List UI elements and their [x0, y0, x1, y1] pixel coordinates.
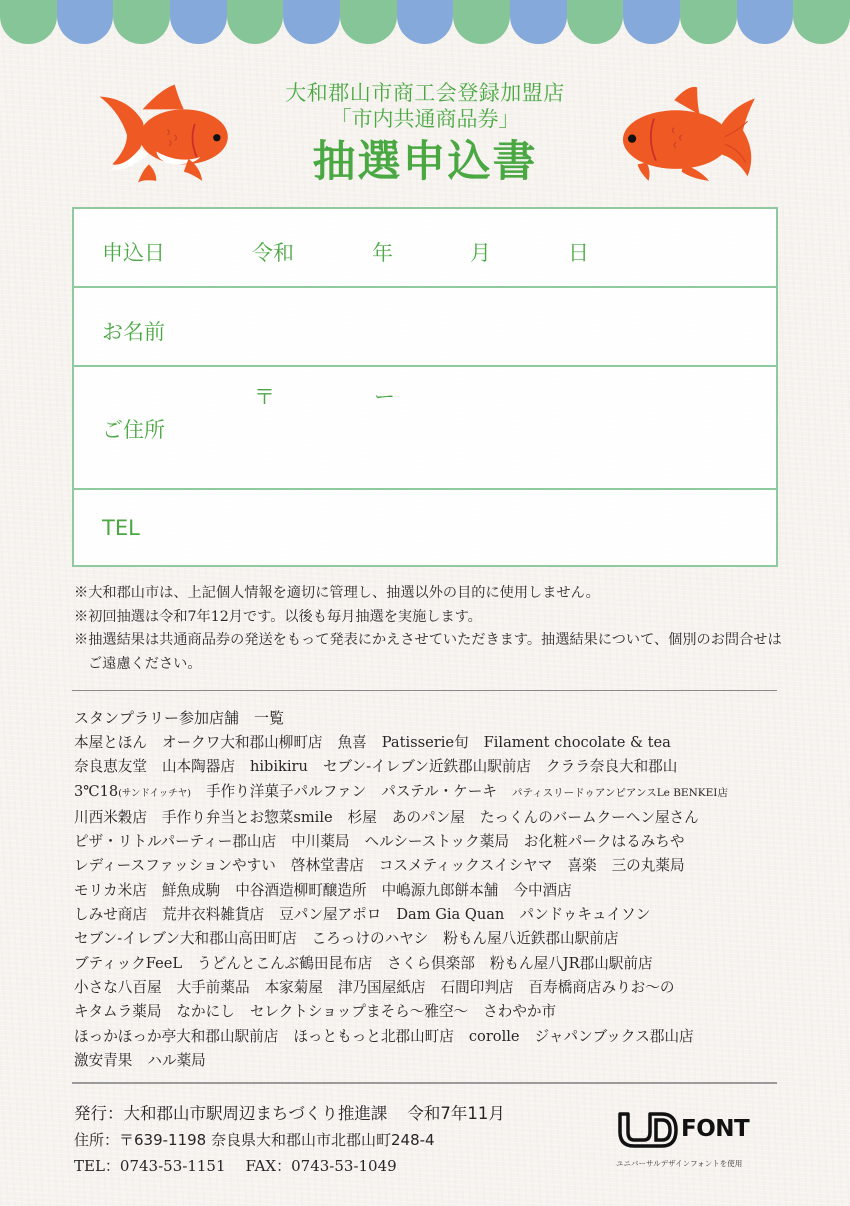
- scallop-green: [453, 0, 510, 44]
- store-item: 中川薬局: [291, 833, 350, 851]
- store-item: ころっけのハヤシ: [311, 930, 429, 948]
- issuer-line: [74, 1101, 505, 1127]
- scallop-green: [340, 0, 397, 44]
- store-line: [74, 806, 794, 830]
- store-item: ほっともっと北郡山町店: [293, 1027, 454, 1045]
- store-item: モリカ米店: [74, 881, 147, 899]
- divider: [72, 1082, 777, 1084]
- store-item: corolle: [468, 1027, 520, 1045]
- store-item: パステル・ケーキ: [381, 782, 497, 800]
- contact-line: [74, 1153, 505, 1179]
- era-label: 令和: [252, 241, 294, 265]
- name-label: お名前: [102, 320, 165, 344]
- store-item: さわやか市: [483, 1003, 557, 1021]
- scallop-green: [113, 0, 170, 44]
- scallop-green: [680, 0, 737, 44]
- scallop-green: [0, 0, 57, 44]
- store-item: セブン-イレブン近鉄郡山駅前店: [322, 758, 532, 776]
- store-line: [74, 731, 794, 755]
- store-line: [74, 854, 794, 878]
- note-item: ※初回抽選は令和7年12月です。以後も毎月抽選を実施します。: [74, 608, 482, 625]
- store-item: ピザ・リトルパーティー郡山店: [74, 833, 277, 851]
- store-item: うどんとこんぶ鶴田昆布店: [197, 954, 373, 972]
- scallop-green: [567, 0, 624, 44]
- tel-label: TEL: [102, 516, 140, 540]
- store-item: ヘルシーストック薬局: [364, 833, 509, 851]
- store-line: [74, 1025, 794, 1049]
- store-item: 杉屋: [347, 808, 377, 826]
- store-line: [74, 879, 794, 903]
- store-item: 啓林堂書店: [290, 857, 364, 875]
- scalloped-top-border: [0, 0, 850, 46]
- header: [0, 80, 850, 190]
- store-line: [74, 830, 794, 854]
- store-line: [74, 927, 794, 951]
- page-title: 抽選申込書: [312, 137, 538, 187]
- store-item: Patisserie旬: [381, 734, 469, 751]
- store-line: [74, 755, 794, 779]
- store-item: 石間印判店: [440, 978, 514, 996]
- store-list-heading: スタンプラリー参加店舗 一覧: [74, 709, 285, 727]
- store-item: あのパン屋: [391, 808, 465, 826]
- year-label: 年: [372, 241, 393, 265]
- postal-mark: 〒: [254, 385, 275, 409]
- store-line: [74, 903, 794, 927]
- store-item: コスメティックスイシヤマ: [378, 857, 553, 875]
- store-lines: [74, 731, 794, 1073]
- store-item: 大手前薬品: [176, 978, 250, 996]
- store-item: 鮮魚成駒: [161, 881, 221, 899]
- postal-dash: ー: [374, 385, 395, 409]
- store-item: 手作り洋菓子パルファン: [205, 782, 367, 800]
- store-item: 粉もん屋八JR郡山駅前店: [489, 954, 653, 972]
- store-item: 本家菊屋: [264, 978, 323, 996]
- tel-field[interactable]: [74, 490, 776, 565]
- store-item: 喜楽: [567, 857, 597, 875]
- store-line: [74, 952, 794, 976]
- store-item: キタムラ薬局: [74, 1003, 162, 1021]
- scallop-blue: [170, 0, 227, 44]
- store-item: 津乃国屋紙店: [337, 978, 426, 996]
- store-item: たっくんのバームクーヘン屋さん: [479, 808, 699, 826]
- scallop-blue: [283, 0, 340, 44]
- store-item: 激安青果: [74, 1051, 133, 1069]
- store-line: [74, 976, 794, 1000]
- issuer: 発行：大和郡山市駅周辺まちづくり推進課: [74, 1104, 388, 1123]
- issuer-address: 住所：〒639-1198 奈良県大和郡山市北郡山町248-4: [74, 1131, 435, 1149]
- ud-mark-icon: [616, 1110, 680, 1150]
- scallop-green: [793, 0, 850, 44]
- store-item: 粉もん屋八近鉄郡山駅前店: [443, 930, 619, 948]
- store-item: ブティックFeeL: [74, 954, 183, 972]
- store-item: Dam Gia Quan: [396, 906, 505, 924]
- store-item: Filament chocolate & tea: [483, 734, 671, 751]
- store-item: セレクトショップまそら～雅空～: [249, 1003, 469, 1021]
- issued-date: 令和7年11月: [407, 1104, 505, 1123]
- store-item: 川西米穀店: [74, 808, 147, 826]
- tel-number: TEL：0743-53-1151: [74, 1157, 226, 1175]
- notes: [74, 582, 784, 676]
- header-organization: 大和郡山市商工会登録加盟店: [285, 81, 565, 105]
- store-item: お化粧パークはるみちや: [523, 833, 685, 851]
- store-item: 三の丸薬局: [611, 857, 685, 875]
- ud-font-caption: ユニバーサルデザインフォントを使用: [616, 1159, 743, 1168]
- date-field[interactable]: [74, 209, 776, 288]
- store-list: [74, 707, 794, 1073]
- store-item: 中谷酒造柳町醸造所: [235, 881, 367, 899]
- store-item: 百寿橋商店みりお～の: [528, 978, 675, 996]
- store-item: オークワ大和郡山柳町店: [161, 734, 323, 751]
- store-item: しみせ商店: [74, 906, 147, 924]
- store-item: 荒井衣料雑貨店: [161, 906, 265, 924]
- note-item: ※大和郡山市は、上記個人情報を適切に管理し、抽選以外の目的に使用しません。: [74, 585, 600, 601]
- store-item: レディースファッションやすい: [74, 857, 276, 875]
- fax-number: FAX：0743-53-1049: [245, 1157, 397, 1175]
- store-item: 中嶋源九郎餅本舗: [381, 881, 499, 899]
- store-item: 3℃18(サンドイッチヤ): [74, 782, 191, 800]
- ud-font-word: FONT: [681, 1116, 750, 1142]
- address-field[interactable]: [74, 367, 776, 490]
- store-item: 山本陶器店: [161, 758, 235, 776]
- scallop-green: [227, 0, 284, 44]
- note-item: ※抽選結果は共通商品券の発送をもって発表にかえさせていただきます。抽選結果について、個別のお問合せはご遠慮ください。: [74, 632, 782, 672]
- scallop-blue: [57, 0, 114, 44]
- header-subtitle: 「市内共通商品券」: [330, 107, 520, 131]
- scallop-blue: [397, 0, 454, 44]
- date-label: 申込日: [102, 241, 165, 265]
- scallop-blue: [510, 0, 567, 44]
- store-item: 手作り弁当とお惣菜smile: [161, 808, 333, 826]
- footer: [74, 1101, 505, 1179]
- store-item: hibikiru: [249, 758, 308, 776]
- store-item: パンドゥキュイソン: [519, 906, 651, 924]
- store-item: 豆パン屋アポロ: [279, 906, 382, 924]
- store-item: なかにし: [176, 1003, 235, 1021]
- store-item: セブン-イレブン大和郡山高田町店: [74, 930, 297, 948]
- store-item: 今中酒店: [513, 881, 572, 899]
- store-item: 本屋とほん: [74, 734, 147, 751]
- store-item: 小さな八百屋: [74, 978, 162, 996]
- store-line: [74, 1049, 794, 1073]
- scallop-blue: [737, 0, 794, 44]
- divider: [72, 690, 777, 691]
- store-line: [74, 1000, 794, 1024]
- store-line: [74, 780, 794, 806]
- month-label: 月: [470, 241, 491, 265]
- store-item: ほっかほっか亭大和郡山駅前店: [74, 1027, 279, 1045]
- store-item: ジャパンブックス郡山店: [534, 1027, 694, 1045]
- store-item: さくら倶楽部: [387, 954, 475, 972]
- store-item: 魚喜: [337, 734, 367, 751]
- store-item: ハル薬局: [147, 1051, 206, 1069]
- address-label: ご住所: [102, 418, 165, 442]
- scallop-blue: [623, 0, 680, 44]
- ud-font-logo: [616, 1110, 776, 1175]
- store-item: 奈良恵友堂: [74, 758, 147, 776]
- day-label: 日: [568, 241, 589, 265]
- name-field[interactable]: [74, 288, 776, 367]
- store-item: パティスリードゥアンピアンスLe BENKEI店: [511, 786, 728, 799]
- application-form: [72, 207, 778, 567]
- store-item: クララ奈良大和郡山: [546, 758, 678, 776]
